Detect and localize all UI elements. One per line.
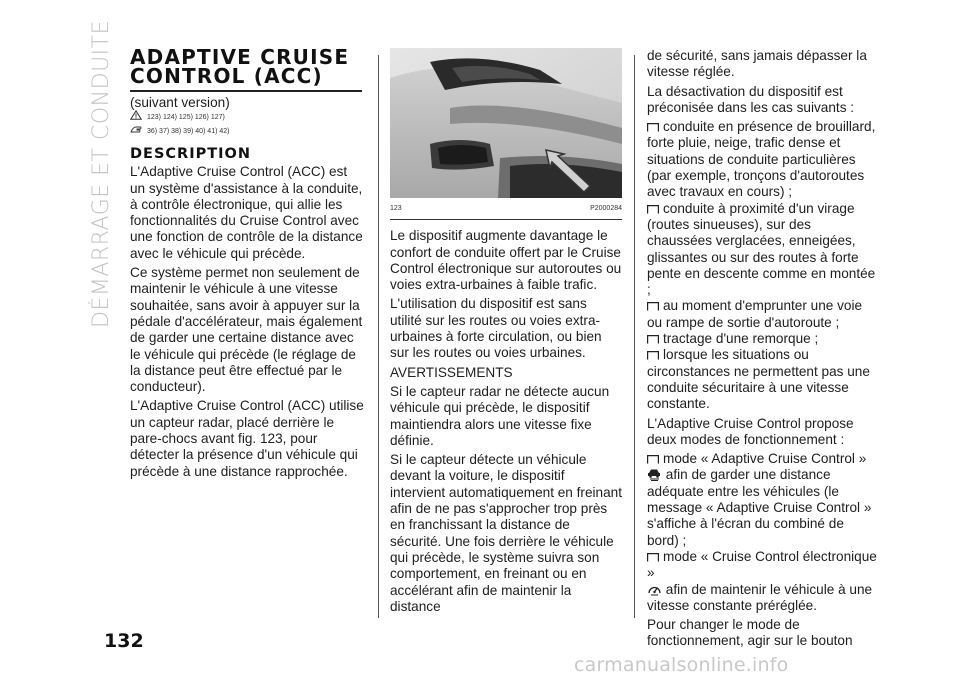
col3-paragraph-2: La désactivation du dispositif est préconisée dans les cas suivants : [647, 83, 855, 115]
caution-refs-row [130, 125, 366, 139]
column-1 [130, 45, 366, 483]
figure-number: 123 [390, 205, 402, 212]
column-3 [647, 48, 877, 653]
bullet-list-item: au moment d'emprunter une voie ou rampe de sortie d'autoroute ; [647, 298, 863, 330]
col2-paragraph-4: Si le capteur détecte un véhicule devant la voiture, le dispositif intervient automatiquement en freinant afin de ne pas s'approcher trop près en franchissant la distance de sécurité. Une fois derrière le véhicule qui précède, le système suivra son comportement, en freinant ou en accélérant afin de maintenir la distance [390, 452, 622, 614]
description-paragraph-2: Ce système permet non seulement de maintenir le véhicule à une vitesse souhaitée, sans avoir à appuyer sur la pédale d'accélérateur, mais également de garder une certaine distance avec le véhicule qui précède (le réglage de la distance peut être effectué par le conducteur). [130, 265, 363, 395]
bullet-list-item: conduite en présence de brouillard, forte pluie, neige, trafic dense et situations de conduite particulières (par exemple, tronçons d'autoroutes avec travaux en cours) ; [647, 119, 876, 200]
version-note: (suivant version) [130, 95, 230, 110]
col3-paragraph-4: Pour changer le mode de fonctionnement, agir sur le bouton [647, 617, 853, 649]
description-heading: DESCRIPTION [130, 146, 251, 163]
warnings-heading: AVERTISSEMENTS [390, 364, 513, 380]
section-title-line-1: ADAPTIVE CRUISE [130, 45, 350, 69]
section-sidebar-title [86, 20, 116, 328]
column-divider-2 [634, 55, 635, 618]
col3-paragraph-1: de sécurité, sans jamais dépasser la vitesse réglée. [647, 48, 867, 80]
speedometer-cruise-icon [647, 583, 662, 596]
caution-refs: 36) 37) 38) 39) 40) 41) 42) [147, 128, 230, 136]
description-paragraph-1: L'Adaptive Cruise Control (ACC) est un système d'assistance à la conduite, à contrôle électronique, qui allie les fonctionnalités du Cruise Control avec une fonction de contrôle de la distance avec le véhicule qui précède. [130, 164, 363, 261]
figure-code: P2000284 [590, 205, 622, 212]
mode-acc-item: mode « Adaptive Cruise Control » afin de garder une distance adéquate entre les véhicules (le message « Adaptive Cruise Control » s'affiche à l'écran du combiné de bord) ; [647, 451, 872, 548]
bullet-list-item: lorsque les situations ou circonstances ne permettent pas une conduite sécuritaire à une vitesse constante. [647, 347, 870, 412]
watermark-text: carmanualsonline.info [574, 654, 789, 676]
bullet-marker-icon [647, 351, 659, 360]
col2-paragraph-3: Si le capteur radar ne détecte aucun véhicule qui précède, le dispositif maintiendra alors une vitesse fixe définie. [390, 383, 610, 448]
description-paragraph-3: L'Adaptive Cruise Control (ACC) utilise un capteur radar, placé derrière le pare-chocs avant fig. 123, pour détecter la présence d'un véhicule qui précède à une distance rapprochée. [130, 398, 364, 479]
col2-paragraph-1: Le dispositif augmente davantage le confort de conduite offert par le Cruise Control électronique sur autoroutes ou voies extra-urbaines à faible trafic. [390, 228, 622, 293]
bullet-marker-icon [647, 455, 659, 464]
column-divider-1 [378, 55, 379, 618]
section-title [130, 45, 362, 92]
bullet-marker-icon [647, 302, 659, 311]
acc-car-distance-icon [647, 468, 662, 481]
bullet-marker-icon [647, 123, 659, 132]
bullet-marker-icon [647, 553, 659, 562]
col2-paragraph-2: L'utilisation du dispositif est sans utilité sur les routes ou voies extra-urbaines à forte circulation, ou bien sur les routes ou voies urbaines. [390, 296, 602, 361]
bullet-list-item: tractage d'une remorque ; [647, 331, 877, 347]
sidebar-title-text: DÉMARRAGE ET CONDUITE [88, 20, 114, 328]
car-front-bumper-illustration [390, 48, 622, 198]
figure-caption [390, 198, 622, 220]
figure-front-bumper [390, 48, 622, 198]
section-title-line-2: CONTROL (ACC) [130, 64, 323, 88]
column-2 [390, 48, 622, 618]
col3-paragraph-3: L'Adaptive Cruise Control propose deux modes de fonctionnement : [647, 415, 854, 447]
bullet-marker-icon [647, 205, 659, 214]
caution-hand-icon [130, 124, 142, 141]
bullet-marker-icon [647, 335, 659, 344]
bullet-list-item: conduite à proximité d'un virage (routes sinueuses), sur des chaussées verglacées, enneigées, glissantes ou sur des routes à forte pente en descente comme en montée ; [647, 200, 876, 298]
warning-refs: 123) 124) 125) 126) 127) [147, 114, 225, 122]
page-number: 132 [104, 630, 144, 652]
mode-cc-item: mode « Cruise Control électronique » afin de maintenir le véhicule à une vitesse constante préréglée. [647, 548, 877, 613]
